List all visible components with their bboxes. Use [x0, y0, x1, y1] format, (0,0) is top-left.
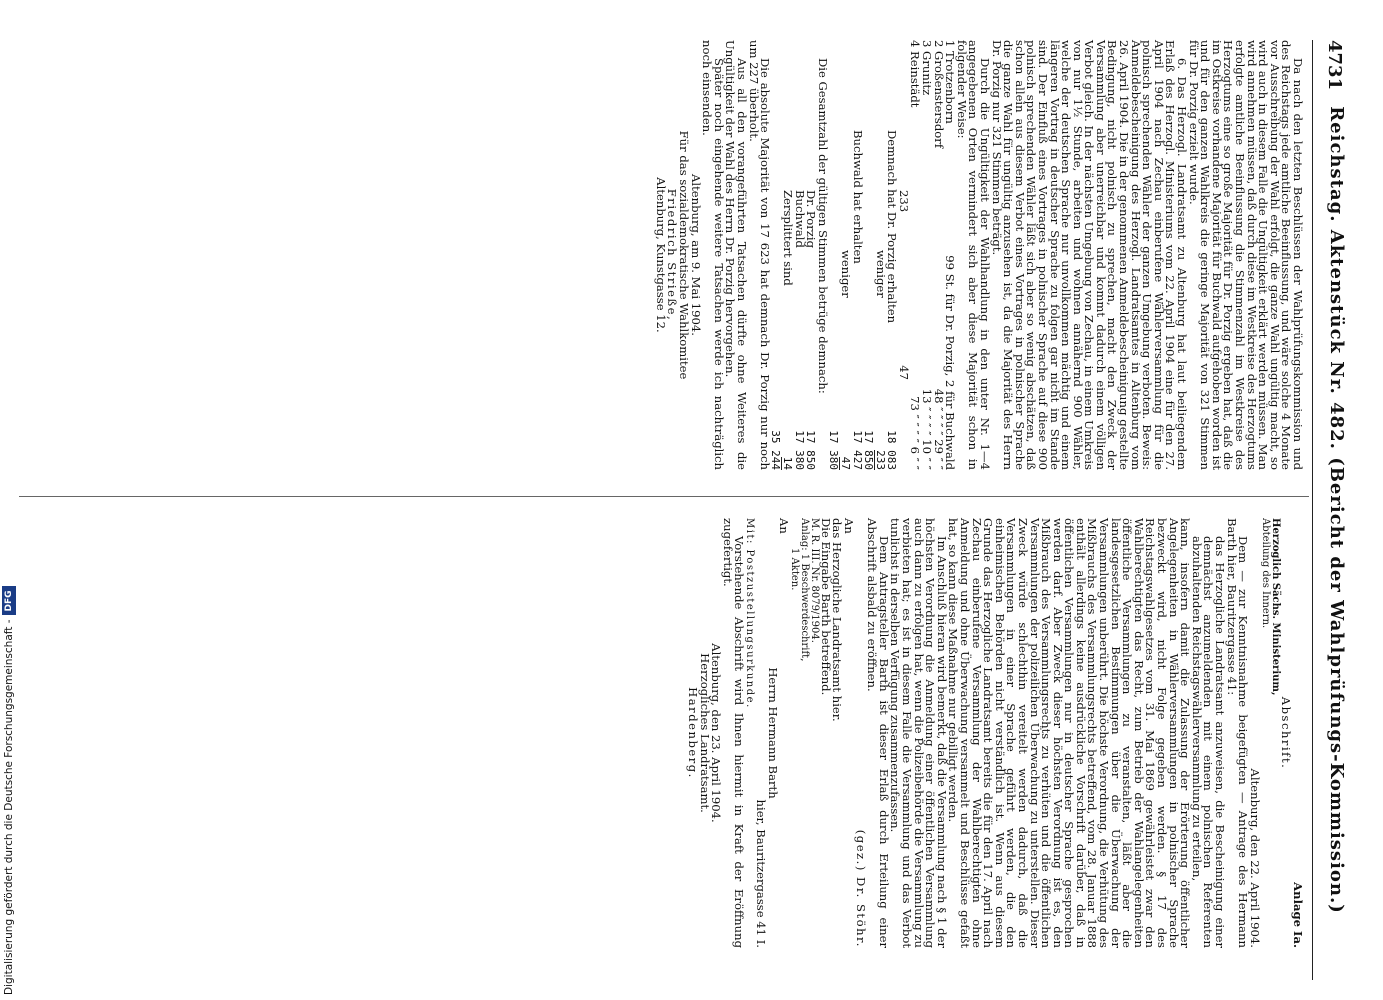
- calc-value: 47: [839, 456, 853, 470]
- enclosure-note: Mit: Postzustellungsurkunde.: [744, 518, 756, 709]
- place-name: 4 Reinstädt: [908, 40, 923, 108]
- calc-label: Buchwald hat erhalten: [850, 130, 865, 264]
- total-value: 17 850: [804, 430, 818, 470]
- calc-label: weniger: [873, 250, 888, 298]
- paragraph: Später noch eingehende weitere Tatsachen werde ich nachträglich noch einsenden.: [700, 40, 726, 470]
- signature-address: Altenburg, Kunstgasse 12.: [653, 177, 668, 333]
- annex-label: Anlage Ia.: [1291, 882, 1305, 948]
- paragraph: Vorstehende Abschrift wird Ihnen hiermit in Kraft der Eröffnung zugefertigt.: [720, 518, 747, 948]
- porzig-subtotal: 233: [896, 190, 911, 213]
- place-votes: 13 ″ ″ ″ ″ 10 ″ ″: [920, 388, 934, 470]
- paragraph: Aus all den vorangeführten Tatsachen dürfte ohne Weiteres die Ungültigkeit der Wahl des Herrn Dr. Porzig hervorgehen.: [723, 40, 750, 470]
- calc-value: 233: [873, 450, 887, 470]
- rotated-page: [25, 40, 1345, 980]
- paragraph: Dem — zur Kenntnisnahme beigefügten — Antrage des Hermann Barth hier, Bauritzergasse 41:: [1224, 518, 1251, 948]
- header-rule: [1312, 40, 1313, 980]
- page-header: [1319, 40, 1345, 980]
- place-name: 3 Grunitz: [920, 40, 934, 96]
- footer-text: Digitalisierung gefördert durch die Deutsche Forschungsgemeinschaft -: [3, 619, 15, 995]
- paragraph: das Herzogliche Landratsamt anzuweisen, die Bescheinigung einer demnächst anzumeldenden mit einem polnischen Referenten abzuhaltenden Reichstagswählerversammlung zu erteilen,: [1189, 536, 1228, 948]
- column-divider: [19, 496, 1309, 497]
- office-name: Herzogliches Landratsamt.: [697, 653, 712, 813]
- place-votes: 73 ″ ″ ″ ″ 6 ″ ″: [908, 396, 923, 470]
- to-line: das Herzogliche Landratsamt hier.: [830, 518, 845, 722]
- place-name: 1 Trotzenborn: [943, 40, 958, 124]
- ministry-line: Abteilung des Innern.: [1259, 518, 1271, 629]
- left-column: [23, 40, 1303, 470]
- porzig-calculation: [863, 40, 898, 470]
- paragraph: Die absolute Majorität von 17 623 hat demnach Dr. Porzig nur noch um 227 überholt.: [746, 40, 773, 470]
- letter-date: Altenburg, den 23. April 1904.: [709, 643, 724, 823]
- signature-org: Für das sozialdemokratische Wahlkomitee: [677, 130, 692, 380]
- right-column: [23, 518, 1303, 948]
- place-votes: 48 ″ ″ ″ ″ 29 ″ ″: [931, 388, 946, 470]
- place-name: 2 Großenstersdorf: [931, 40, 946, 149]
- paragraph: Dem Antragsteller Barth ist dieser Erlaß durch Erteilung einer Abschrift alsbald zu eröffnen.: [865, 518, 891, 948]
- signature-name: Friedrich Strieße,: [665, 188, 680, 322]
- paragraph: Durch die Ungültigkeit der Wahlhandlung in den unter Nr. 1—4 angegebenen Orten vermindert sich aber diese Majorität schon in folgender Weise:: [954, 40, 992, 470]
- page-number: 4731: [1324, 40, 1345, 91]
- calc-value: 18 083: [885, 430, 899, 470]
- ministry-line: Herzoglich Sächs. Ministerium,: [1269, 518, 1281, 696]
- paragraph: kann, insofern damit die Zulassung der Erörterung öffentlicher Angelegenheiten in Wählerversammlungen in polnischer Sprache bezweckt wird, nicht Folge gegeben werden. § 17 des Reichstagswahlgesetzes vom 31. Mai 1869 gewährleistet zwar den Wahlberechtigten das Recht, zum Betrieb der Wahlangelegenheiten öffentliche Versammlungen zu veranstalten, läßt aber die landesgesetzlichen Bestimmungen über die Überwachung der Versammlungen unberührt. Die höchste Verordnung, die Verhütung des Mißbrauchs des Versammlungsrechts betreffend, vom 28. Januar 1888 enthält allerdings keine ausdrückliche Vorschrift darüber, daß in öffentlichen Versammlungen nur in deutscher Sprache gesprochen werden darf. Aber Zweck dieser höchsten Verordnung ist es, den Mißbrauch des Versammlungsrechts zu verhüten und die öffentlichen Versammlungen der polizeilichen Überwachung zu unterstellen. Dieser Zweck würde schlechthin vereitelt werden dadurch, daß die Versammlungen in einer Sprache geführt werden, die den einheimischen Behörden nicht verständlich ist. Wenn aus diesem Grunde das Herzogliche Landratsamt bereits die für den 17. April nach Zechau einberufene Versammlung der Wahlberechtigten ohne Anmeldung und ohne Überwachung versammelt und Beschlüsse gefaßt hat, so kann diese Maßnahme nur gebilligt werden.: [946, 518, 1193, 948]
- paragraph: Die Gesamtzahl der gültigen Stimmen betrüge demnach:: [816, 58, 831, 394]
- to-label: An: [777, 518, 792, 534]
- calc-label: weniger: [839, 250, 854, 298]
- total-value: 14: [781, 456, 795, 470]
- digitization-footer: [2, 586, 16, 995]
- calc-value: 17 380: [827, 430, 841, 470]
- document-heading: Abschrift.: [1279, 696, 1294, 770]
- paragraph: Im Anschluß hieran wird bemerkt, daß die Versammlung nach § 1 der höchsten Verordnung die Anmeldung einer öffentlichen Versammlung auch dann zu erfolgen hat, wenn die Polizeibehörde die Versammlung zu verbieten hat; es ist in diesem Falle die Versammlung und das Verbot tunlichst in derselben Verfügung zusammenzufassen.: [888, 518, 949, 948]
- recipient-address: hier, Bauritzergasse 41 I.: [754, 799, 769, 948]
- buchwald-subtotal: 47: [896, 365, 911, 380]
- to-line: Die Eingabe Barth betreffend.: [818, 518, 833, 696]
- calc-value: 17 427: [850, 430, 864, 470]
- total-value: 35 244: [769, 430, 783, 470]
- calc-value: 17 850: [861, 430, 875, 470]
- total-value: 17 380: [792, 430, 806, 470]
- header-title: Reichstag. Aktenstück Nr. 482. (Bericht der Wahlprüfungs-Kommission.): [1326, 106, 1347, 914]
- recipient-name: Herrn Hermann Barth: [765, 667, 780, 799]
- dfg-logo: DFG: [2, 586, 16, 615]
- signed-by: (gez.) Dr. Stöhr.: [853, 829, 868, 948]
- total-label: Zersplittert sind: [781, 190, 796, 286]
- date-line: Altenburg, am 9. Mai 1904.: [688, 174, 703, 336]
- place-votes: 99 St. für Dr. Porzig, 2 für Buchwald: [943, 255, 958, 470]
- total-label: Dr. Porzig: [804, 190, 819, 249]
- places-table: [896, 40, 958, 470]
- to-label: An: [842, 518, 857, 534]
- letter-date: Altenburg, den 22. April 1904.: [1247, 768, 1262, 948]
- reference: Anlag: 1 Beschwerdeschrift,: [799, 518, 811, 662]
- official-name: Hardenberg.: [686, 687, 701, 779]
- reference: M. R. III. Nr. 8079/1904.: [809, 518, 821, 643]
- buchwald-calculation: [828, 40, 863, 470]
- total-table: [769, 40, 819, 470]
- calc-label: Demnach hat Dr. Porzig erhalten: [885, 130, 900, 324]
- reference: 1 Akten.: [789, 548, 801, 591]
- total-label: Buchwald: [792, 190, 807, 248]
- paragraph: Da nach den letzten Beschlüssen der Wahlprüfungskommission und des Reichstags jede amtliche Beeinflussung, und wäre solche 4 Monate vor Ausschreibung der Wahl erfolgt, die ganze Wahl ungültig macht, so wird auch in diesem Falle die Ungültigkeit erklärt werden müssen. Man wird annehmen müssen, daß durch diese im Westkreise des Herzogtums erfolgte amtliche Beeinflussung die Stimmenzahl im Westkreise des Herzogtums eine so große Majorität für Dr. Porzig ergeben hat, daß die im Ostkreise vorhandene Majorität für Buchwald aufgehoben worden ist und für den ganzen Wahlkreis die geringe Majorität von 321 Stimmen für Dr. Porzig erzielt wurde.: [1186, 40, 1305, 470]
- paragraph: 6. Das Herzogl. Landratsamt zu Altenburg hat laut beiliegendem Erlaß des Herzogl. Ministeriums vom 22. April 1904 eine für den 27. April 1904 nach Zechau einberufene Wählerversammlung für die polnisch sprechenden Wähler der ganzen Umgebung verboten. Beweis: Anmeldebescheinigung des Herzogl. Landratsamtes in Altenburg vom 26. April 1904. Die in der genommenen Anmeldebescheinigung gestellte Bedingung, nicht polnisch zu sprechen, macht den Zweck der Versammlung aber unerreichbar und kommt dadurch einem völligen Verbot gleich. In der nächsten Umgebung von Zechau, in einem Umkreis von nur 1½ Stunde, arbeiten und wohnen annähernd 900 Wähler, welche der deutschen Sprache nur unvollkommen mächtig und einem längeren Vortrag in deutscher Sprache zu folgen gar nicht im Stande sind. Der Einfluß eines Vortrages in polnischer Sprache auf diese 900 polnisch sprechenden Wähler läßt sich aber so wenig abschätzen, daß schon allein aus diesem Verbot eines Vortrages in polnischer Sprache die ganze Wahl für ungültig anzusehen ist, da die Majorität des Herrn Dr. Porzig nur 321 Stimmen beträgt.: [989, 40, 1190, 470]
